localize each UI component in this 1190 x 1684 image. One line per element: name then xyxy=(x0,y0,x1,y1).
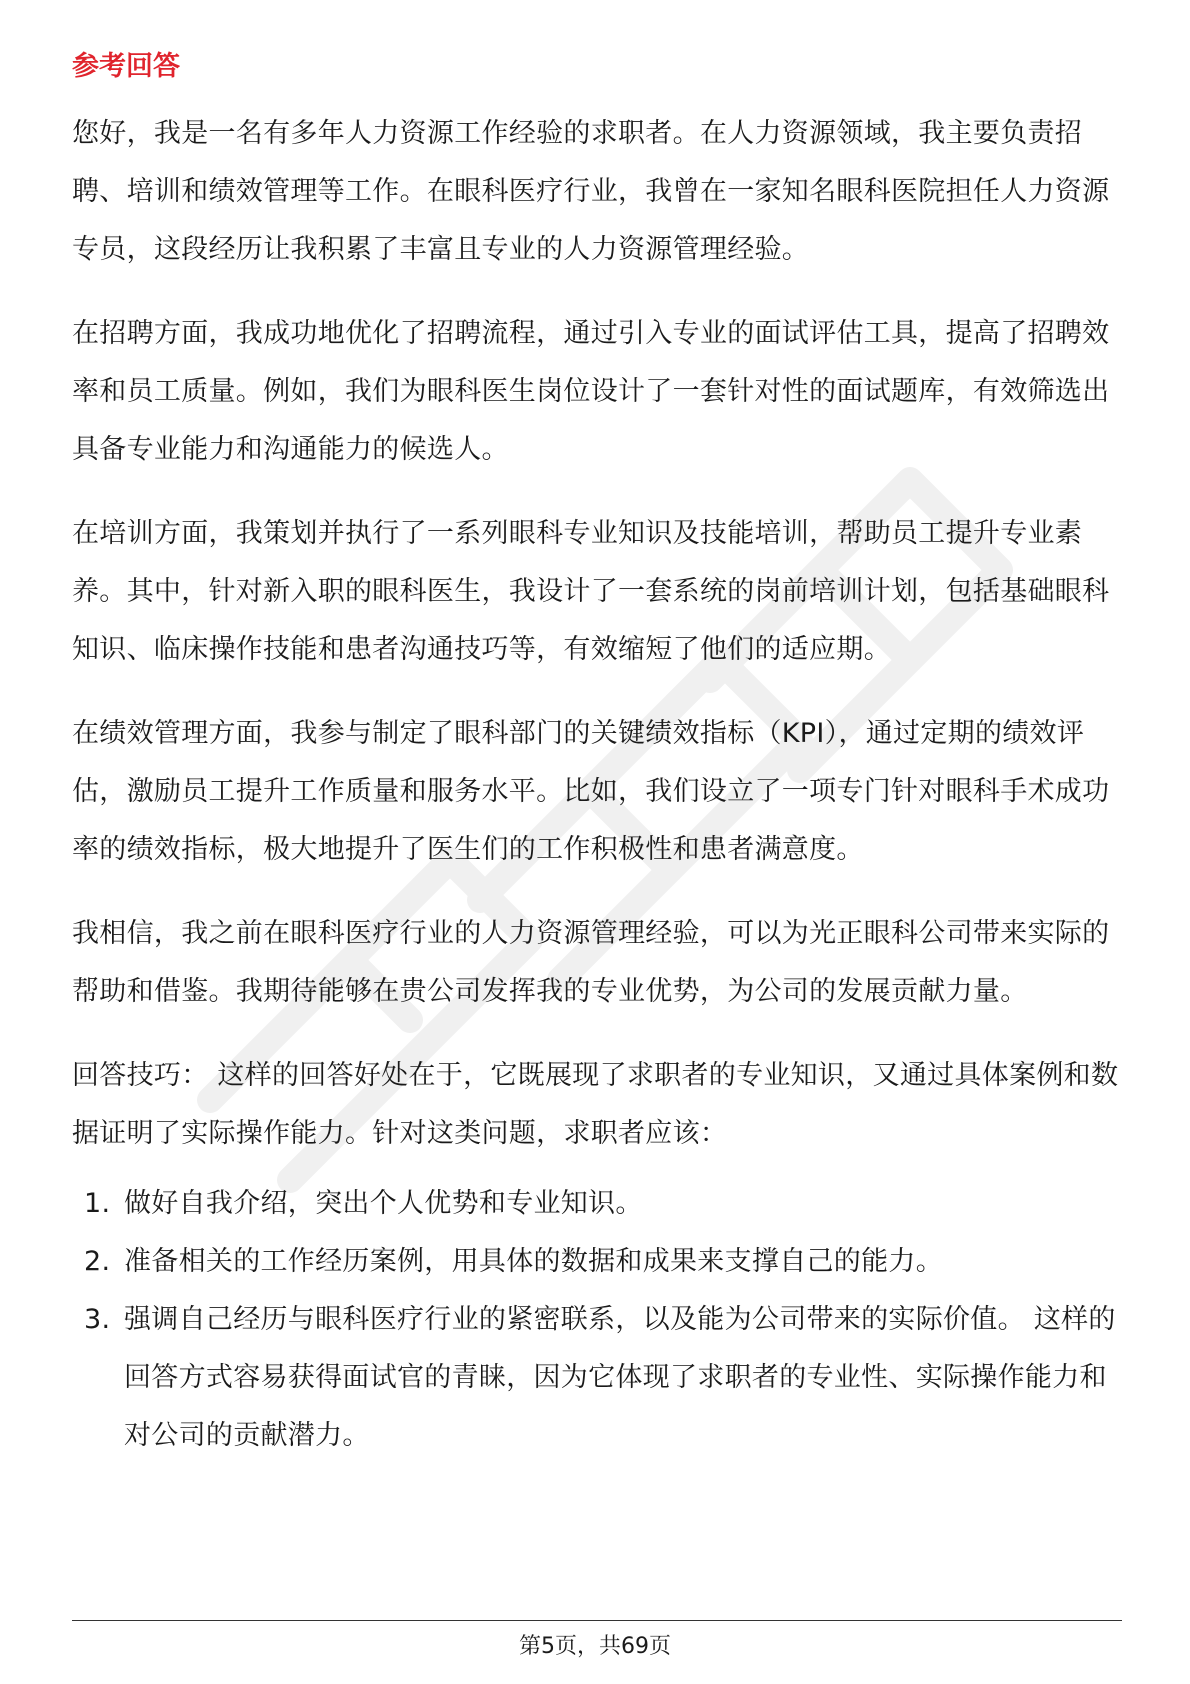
tips-list xyxy=(72,1175,1122,1465)
paragraph-training: 在培训方面，我策划并执行了一系列眼科专业知识及技能培训，帮助员工提升专业素养。其中，针对新入职的眼科医生，我设计了一套系统的岗前培训计划，包括基础眼科知识、临床操作技能和患者沟通技巧等，有效缩短了他们的适应期。 xyxy=(72,518,1110,665)
document-page xyxy=(72,48,1122,1465)
section-heading: 参考回答 xyxy=(72,51,180,82)
list-item-text: 做好自我介绍，突出个人优势和专业知识。 xyxy=(124,1188,643,1219)
paragraph-performance: 在绩效管理方面，我参与制定了眼科部门的关键绩效指标（KPI），通过定期的绩效评估，激励员工提升工作质量和服务水平。比如，我们设立了一项专门针对眼科手术成功率的绩效指标，极大地提升了医生们的工作积极性和患者满意度。 xyxy=(72,718,1110,865)
footer-divider xyxy=(72,1620,1122,1621)
list-item-number: 1. xyxy=(84,1188,111,1219)
list-item xyxy=(72,1175,1122,1233)
list-item-number: 2. xyxy=(84,1246,111,1277)
page-number: 第5页，共69页 xyxy=(519,1634,671,1659)
list-item-number: 3. xyxy=(84,1304,111,1335)
list-item xyxy=(72,1291,1122,1465)
paragraph-conclusion: 我相信，我之前在眼科医疗行业的人力资源管理经验，可以为光正眼科公司带来实际的帮助和借鉴。我期待能够在贵公司发挥我的专业优势，为公司的发展贡献力量。 xyxy=(72,918,1110,1007)
tips-intro: 回答技巧： 这样的回答好处在于，它既展现了求职者的专业知识，又通过具体案例和数据证明了实际操作能力。针对这类问题，求职者应该： xyxy=(72,1060,1119,1149)
list-item xyxy=(72,1233,1122,1291)
list-item-text: 准备相关的工作经历案例，用具体的数据和成果来支撑自己的能力。 xyxy=(124,1246,943,1277)
paragraph-recruitment: 在招聘方面，我成功地优化了招聘流程，通过引入专业的面试评估工具，提高了招聘效率和员工质量。例如，我们为眼科医生岗位设计了一套针对性的面试题库，有效筛选出具备专业能力和沟通能力的候选人。 xyxy=(72,318,1110,465)
paragraph-intro: 您好，我是一名有多年人力资源工作经验的求职者。在人力资源领域，我主要负责招聘、培训和绩效管理等工作。在眼科医疗行业，我曾在一家知名眼科医院担任人力资源专员，这段经历让我积累了丰富且专业的人力资源管理经验。 xyxy=(72,118,1110,265)
list-item-text: 强调自己经历与眼科医疗行业的紧密联系，以及能为公司带来的实际价值。 这样的回答方式容易获得面试官的青睐，因为它体现了求职者的专业性、实际操作能力和对公司的贡献潜力。 xyxy=(124,1304,1116,1451)
